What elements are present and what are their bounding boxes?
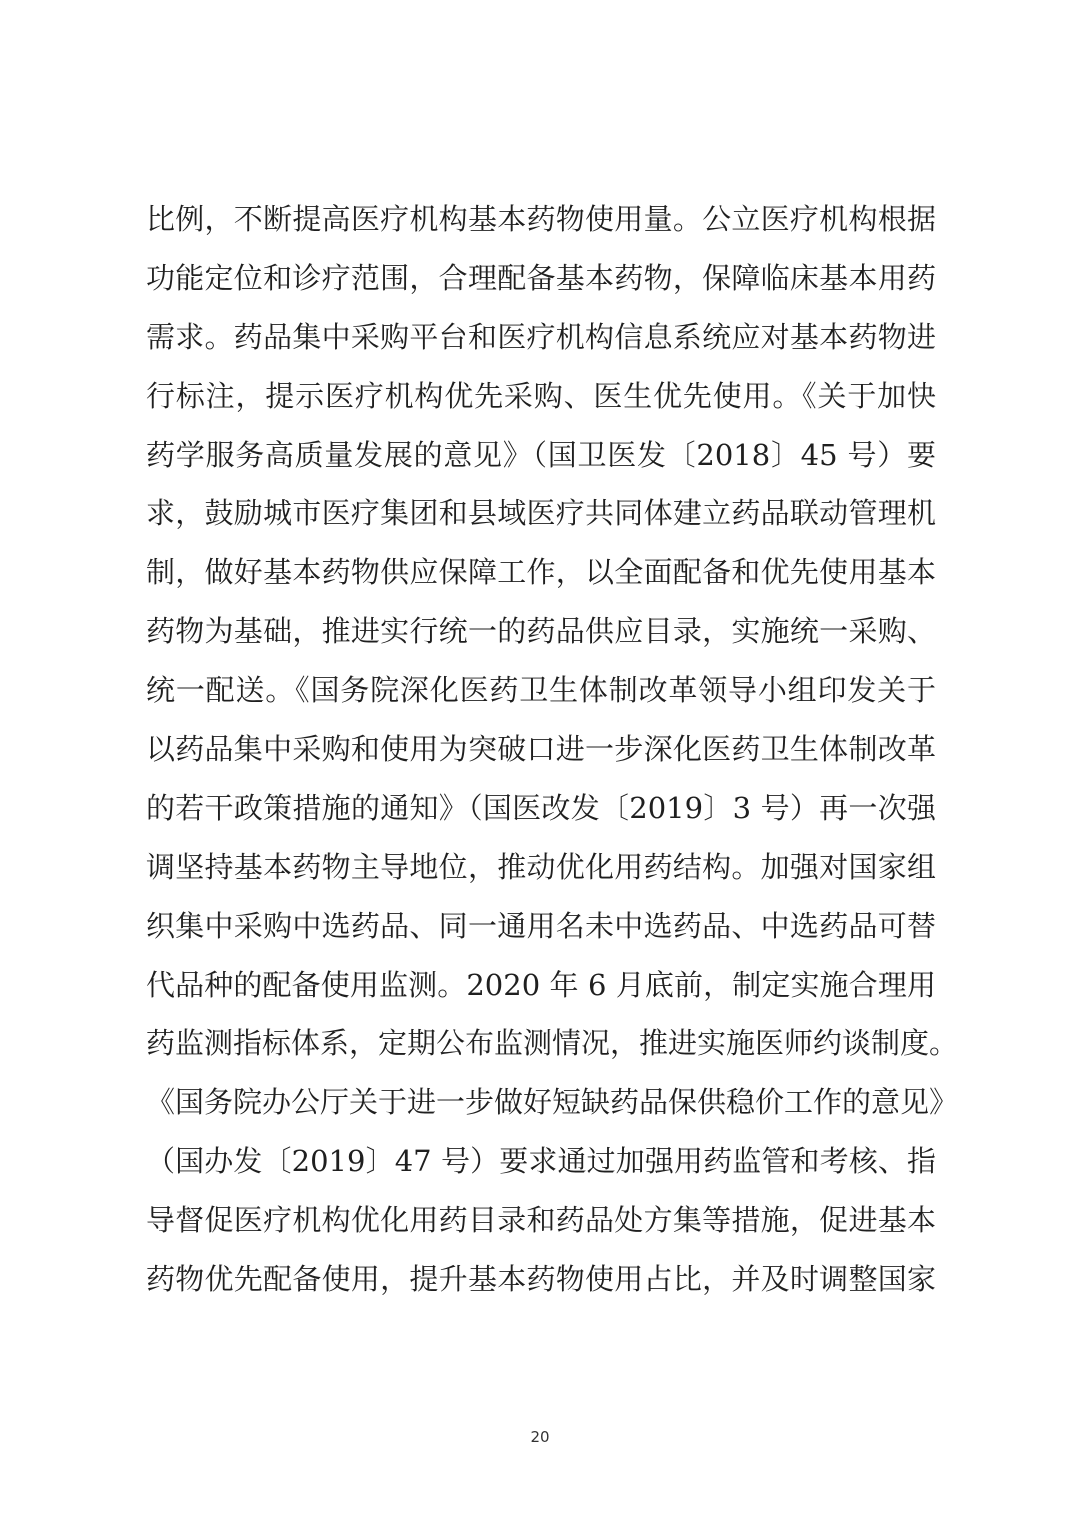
text-line-19: 药物优先配备使用，提升基本药物使用占比，并及时调整国家 — [146, 1262, 936, 1297]
text-line-8: 药物为基础，推进实行统一的药品供应目录，实施统一采购、 — [146, 614, 936, 649]
text-line-6: 求，鼓励城市医疗集团和县域医疗共同体建立药品联动管理机 — [146, 496, 936, 531]
text-line-4: 行标注，提示医疗机构优先采购、医生优先使用。《关于加快 — [146, 378, 936, 413]
text-line-1: 比例，不断提高医疗机构基本药物使用量。公立医疗机构根据 — [146, 202, 936, 236]
text-line-14: 代品种的配备使用监测。2020 年 6 月底前，制定实施合理用 — [146, 967, 936, 1002]
text-line-12: 调坚持基本药物主导地位，推动优化用药结构。加强对国家组 — [146, 849, 936, 884]
page-number: 20 — [530, 1428, 550, 1446]
text-line-5: 药学服务高质量发展的意见》（国卫医发〔2018〕45 号）要 — [146, 437, 936, 472]
text-line-10: 以药品集中采购和使用为突破口进一步深化医药卫生体制改革 — [146, 732, 936, 767]
text-line-9: 统一配送。《国务院深化医药卫生体制改革领导小组印发关于 — [146, 673, 936, 708]
text-line-11: 的若干政策措施的通知》（国医改发〔2019〕3 号）再一次强 — [146, 790, 936, 825]
text-line-3: 需求。药品集中采购平台和医疗机构信息系统应对基本药物进 — [146, 319, 936, 354]
text-line-2: 功能定位和诊疗范围，合理配备基本药物，保障临床基本用药 — [146, 260, 936, 295]
text-line-15: 药监测指标体系，定期公布监测情况，推进实施医师约谈制度。 — [146, 1026, 959, 1061]
body-text — [146, 190, 959, 1309]
text-line-17: （国办发〔2019〕47 号）要求通过加强用药监管和考核、指 — [146, 1144, 936, 1179]
text-line-7: 制，做好基本药物供应保障工作，以全面配备和优先使用基本 — [146, 555, 936, 590]
text-line-18: 导督促医疗机构优化用药目录和药品处方集等措施，促进基本 — [146, 1203, 936, 1238]
text-line-16: 《国务院办公厅关于进一步做好短缺药品保供稳价工作的意见》 — [146, 1085, 959, 1120]
text-line-13: 织集中采购中选药品、同一通用名未中选药品、中选药品可替 — [146, 908, 936, 943]
